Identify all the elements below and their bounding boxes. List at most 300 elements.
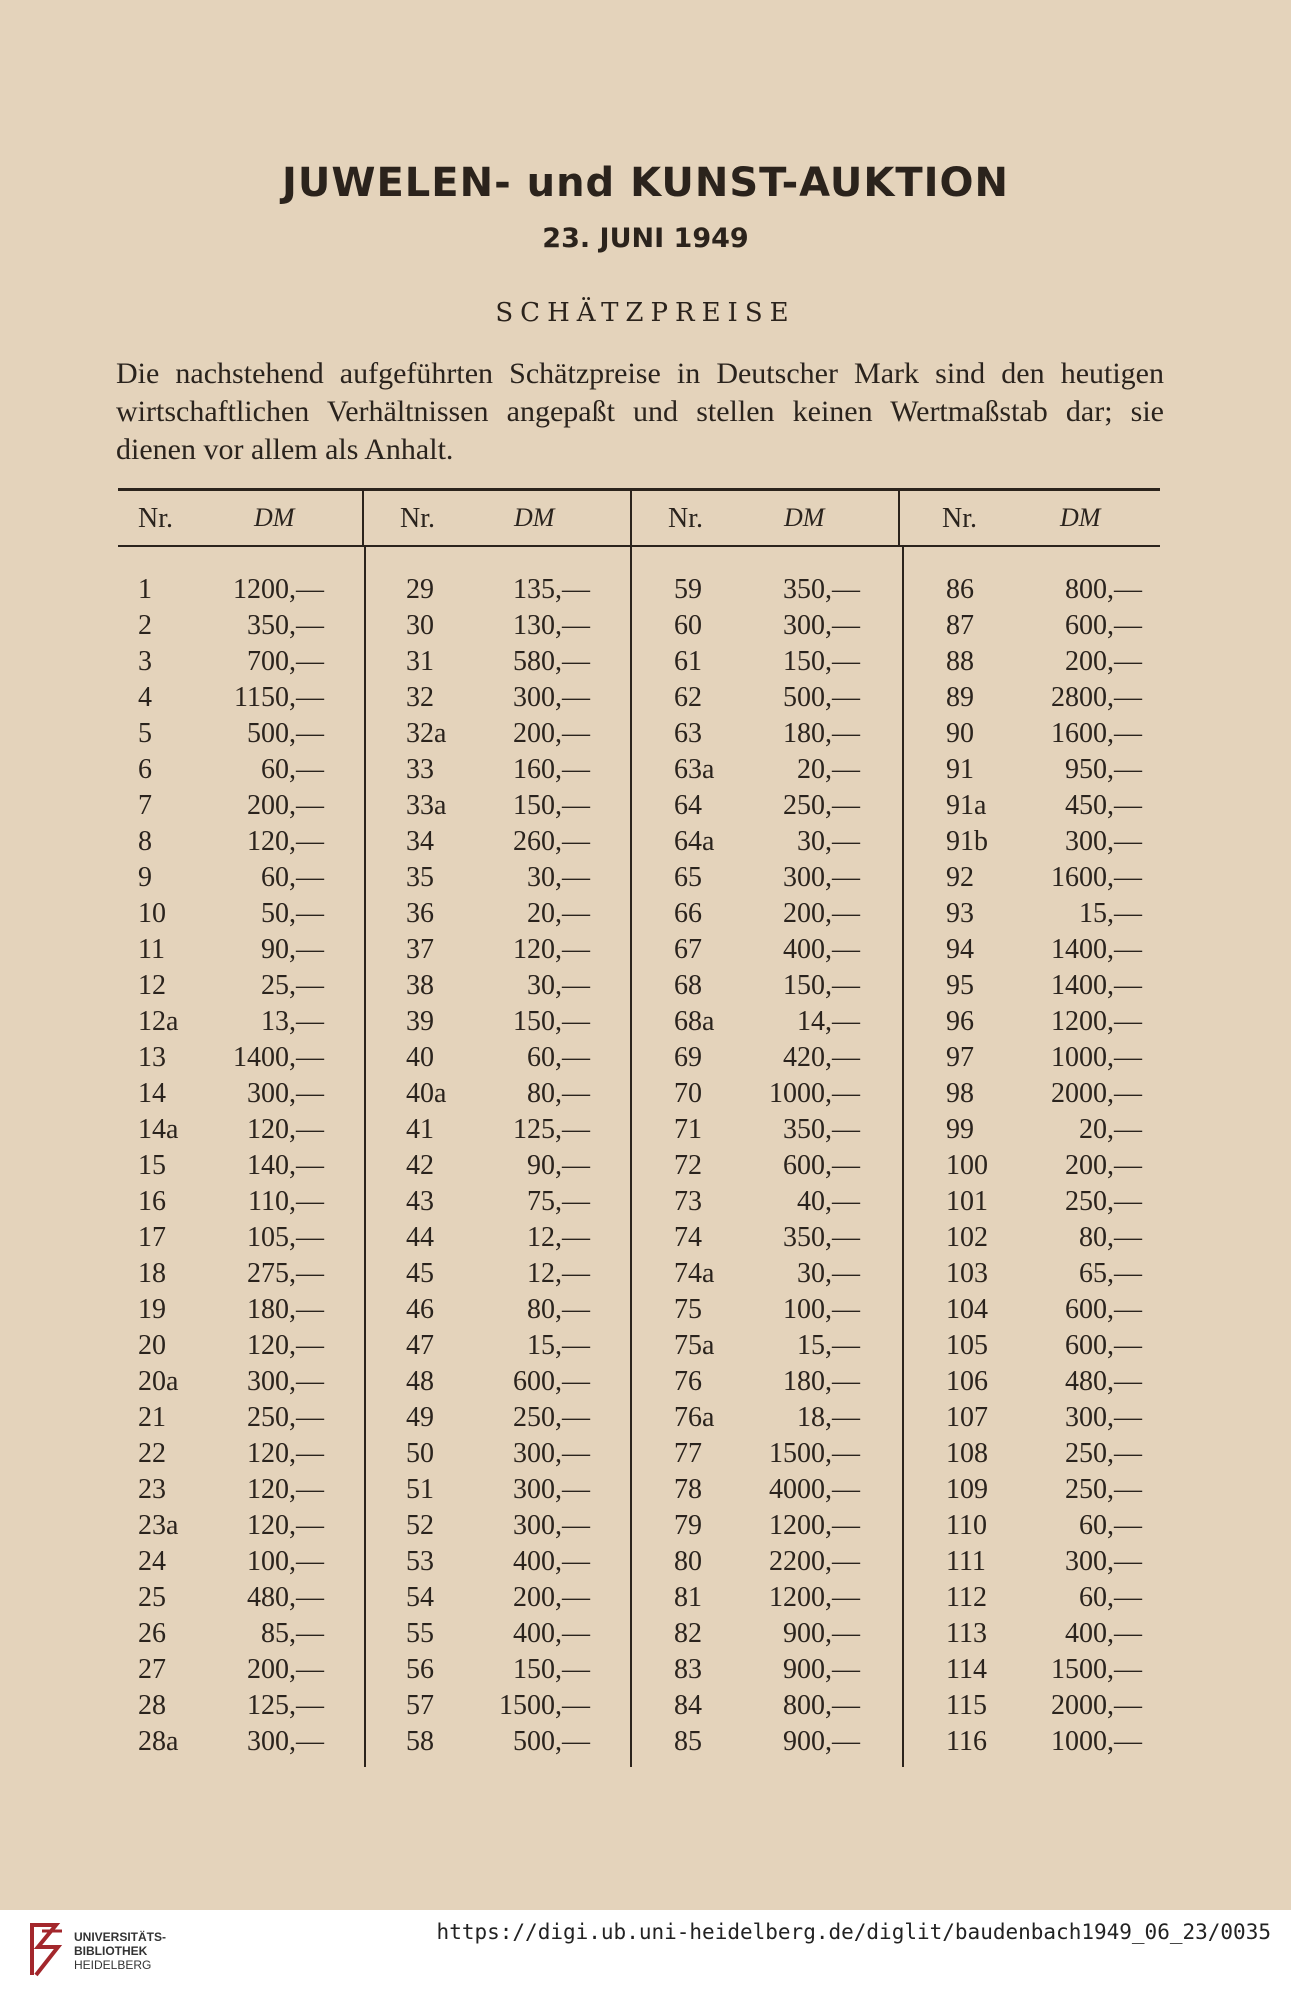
estimate-price: 90,— [261,934,324,965]
estimate-price: 900,— [783,1618,860,1649]
estimate-price: 300,— [1065,1402,1142,1433]
table-row [674,572,860,608]
lot-number: 28 [138,1690,166,1721]
estimate-price: 400,— [1065,1618,1142,1649]
lot-number: 50 [406,1438,434,1469]
lot-number: 16 [138,1186,166,1217]
lot-number: 23 [138,1474,166,1505]
lot-number: 88 [946,646,974,677]
lot-number: 44 [406,1222,434,1253]
table-row [674,932,860,968]
estimate-price: 600,— [1065,1330,1142,1361]
lot-number: 84 [674,1690,702,1721]
estimate-price: 120,— [247,1330,324,1361]
table-row [406,1112,590,1148]
lot-number: 57 [406,1690,434,1721]
estimate-price: 30,— [797,826,860,857]
estimate-price: 300,— [513,1474,590,1505]
lot-number: 6 [138,754,152,785]
logo-line: HEIDELBERG [74,1958,152,1972]
lot-number: 10 [138,898,166,929]
table-row [674,896,860,932]
table-row [406,1616,590,1652]
table-row [406,788,590,824]
lot-number: 45 [406,1258,434,1289]
estimate-price: 400,— [513,1618,590,1649]
lot-number: 72 [674,1150,702,1181]
table-row [138,1004,324,1040]
table-column [674,572,860,1760]
estimate-price: 120,— [247,1438,324,1469]
table-row [946,860,1142,896]
lot-number: 105 [946,1330,988,1361]
estimate-price: 140,— [247,1150,324,1181]
estimate-price: 800,— [783,1690,860,1721]
table-row [674,1400,860,1436]
table-row [674,1076,860,1112]
estimate-price: 180,— [783,1366,860,1397]
header-nr: Nr. [400,503,435,534]
table-row [674,680,860,716]
lot-number: 36 [406,898,434,929]
header-dm: DM [784,503,825,532]
lot-number: 43 [406,1186,434,1217]
table-row [674,1292,860,1328]
estimate-price: 150,— [513,790,590,821]
table-row [946,896,1142,932]
table-row [138,968,324,1004]
table-row [674,968,860,1004]
estimate-price: 100,— [247,1546,324,1577]
estimate-price: 200,— [247,790,324,821]
estimate-price: 300,— [783,610,860,641]
estimate-price: 480,— [247,1582,324,1613]
estimate-price: 20,— [797,754,860,785]
estimate-price: 60,— [261,754,324,785]
table-row [406,608,590,644]
table-row [946,1508,1142,1544]
lot-number: 48 [406,1366,434,1397]
table-row [946,1472,1142,1508]
estimate-price: 300,— [783,862,860,893]
table-row [406,968,590,1004]
lot-number: 5 [138,718,152,749]
header-dm: DM [1060,503,1101,532]
lot-number: 37 [406,934,434,965]
table-row [138,1508,324,1544]
table-row [406,1724,590,1760]
estimate-price: 120,— [247,1510,324,1541]
lot-number: 3 [138,646,152,677]
table-row [946,1652,1142,1688]
table-row [674,824,860,860]
table-row [138,1364,324,1400]
lot-number: 68a [674,1006,715,1037]
estimate-price: 400,— [783,934,860,965]
estimate-price: 150,— [513,1006,590,1037]
lot-number: 109 [946,1474,988,1505]
estimate-price: 125,— [513,1114,590,1145]
lot-number: 15 [138,1150,166,1181]
lot-number: 87 [946,610,974,641]
lot-number: 40 [406,1042,434,1073]
estimate-price: 480,— [1065,1366,1142,1397]
lot-number: 28a [138,1726,179,1757]
table-row [406,1652,590,1688]
table-row [946,968,1142,1004]
lot-number: 39 [406,1006,434,1037]
table-row [406,1184,590,1220]
table-row [406,1256,590,1292]
lot-number: 101 [946,1186,988,1217]
lot-number: 116 [946,1726,987,1757]
estimate-price: 40,— [797,1186,860,1217]
table-row [406,1400,590,1436]
estimate-price: 250,— [783,790,860,821]
table-row [946,1436,1142,1472]
table-row [674,1580,860,1616]
table-row [946,1688,1142,1724]
estimate-price: 18,— [797,1402,860,1433]
lot-number: 69 [674,1042,702,1073]
lot-number: 70 [674,1078,702,1109]
table-row [406,1508,590,1544]
estimate-price: 1500,— [499,1690,590,1721]
header-divider [898,488,900,545]
estimate-price: 110,— [248,1186,324,1217]
lot-number: 53 [406,1546,434,1577]
table-row [406,860,590,896]
estimate-price: 250,— [1065,1438,1142,1469]
table-row [138,1220,324,1256]
table-row [674,1004,860,1040]
estimate-price: 800,— [1065,574,1142,605]
section-heading: SCHÄTZPREISE [495,298,796,328]
table-row [946,1004,1142,1040]
table-row [674,1256,860,1292]
lot-number: 32 [406,682,434,713]
lot-number: 7 [138,790,152,821]
lot-number: 67 [674,934,702,965]
table-row [138,1040,324,1076]
table-row [406,1688,590,1724]
lot-number: 12a [138,1006,179,1037]
column-divider [902,547,904,1767]
table-row [674,1688,860,1724]
lot-number: 38 [406,970,434,1001]
lot-number: 12 [138,970,166,1001]
table-column [138,572,324,1760]
estimate-price: 250,— [247,1402,324,1433]
table-row [138,788,324,824]
estimate-price: 20,— [1079,1114,1142,1145]
header-nr: Nr. [942,503,977,534]
estimate-price: 105,— [247,1222,324,1253]
table-row [138,1328,324,1364]
estimate-price: 60,— [527,1042,590,1073]
lot-number: 20a [138,1366,179,1397]
estimate-price: 75,— [527,1186,590,1217]
estimate-price: 25,— [261,970,324,1001]
lot-number: 61 [674,646,702,677]
estimate-price: 120,— [513,934,590,965]
estimate-price: 130,— [513,610,590,641]
table-column [406,572,590,1760]
estimate-price: 15,— [1079,898,1142,929]
table-row [946,716,1142,752]
table-row [406,1436,590,1472]
lot-number: 103 [946,1258,988,1289]
table-row [946,1112,1142,1148]
lot-number: 24 [138,1546,166,1577]
estimate-price: 30,— [797,1258,860,1289]
estimate-price: 600,— [1065,610,1142,641]
estimate-price: 1600,— [1051,862,1142,893]
estimate-price: 1600,— [1051,718,1142,749]
table-row [674,1364,860,1400]
estimate-price: 300,— [513,682,590,713]
table-row [138,1580,324,1616]
table-row [674,1148,860,1184]
estimate-price: 12,— [527,1258,590,1289]
estimate-price: 350,— [783,574,860,605]
table-row [138,1256,324,1292]
table-row [946,1364,1142,1400]
table-row [946,1544,1142,1580]
lot-number: 114 [946,1654,987,1685]
table-row [674,752,860,788]
lot-number: 94 [946,934,974,965]
estimate-price: 450,— [1065,790,1142,821]
lot-number: 86 [946,574,974,605]
lot-number: 29 [406,574,434,605]
estimate-price: 300,— [513,1438,590,1469]
estimate-price: 90,— [527,1150,590,1181]
table-row [406,932,590,968]
lot-number: 63a [674,754,715,785]
lot-number: 97 [946,1042,974,1073]
lot-number: 73 [674,1186,702,1217]
table-row [674,608,860,644]
lot-number: 111 [946,1546,986,1577]
estimate-price: 600,— [783,1150,860,1181]
table-row [138,860,324,896]
table-row [674,1616,860,1652]
table-row [138,1688,324,1724]
lot-number: 68 [674,970,702,1001]
estimate-price: 1400,— [233,1042,324,1073]
lot-number: 113 [946,1618,987,1649]
estimate-price: 200,— [1065,1150,1142,1181]
lot-number: 75a [674,1330,715,1361]
table-row [138,932,324,968]
lot-number: 79 [674,1510,702,1541]
estimate-price: 180,— [783,718,860,749]
table-row [674,1472,860,1508]
table-row [946,1040,1142,1076]
lot-number: 19 [138,1294,166,1325]
estimate-price: 135,— [513,574,590,605]
lot-number: 58 [406,1726,434,1757]
estimate-price: 200,— [513,718,590,749]
estimate-price: 85,— [261,1618,324,1649]
estimate-price: 180,— [247,1294,324,1325]
table-row [674,1544,860,1580]
lot-number: 33a [406,790,447,821]
table-row [674,1508,860,1544]
estimate-price: 1000,— [1051,1726,1142,1757]
table-row [138,1184,324,1220]
lot-number: 30 [406,610,434,641]
table-row [138,680,324,716]
table-row [946,788,1142,824]
estimate-price: 900,— [783,1654,860,1685]
estimate-price: 15,— [797,1330,860,1361]
estimate-price: 1200,— [233,574,324,605]
lot-number: 59 [674,574,702,605]
lot-number: 112 [946,1582,987,1613]
estimate-price: 80,— [527,1078,590,1109]
lot-number: 52 [406,1510,434,1541]
table-row [406,680,590,716]
table-row [138,1724,324,1760]
lot-number: 35 [406,862,434,893]
table-row [674,1184,860,1220]
header-dm: DM [254,503,295,532]
table-row [138,1616,324,1652]
lot-number: 107 [946,1402,988,1433]
table-row [406,1220,590,1256]
lot-number: 46 [406,1294,434,1325]
estimate-price: 160,— [513,754,590,785]
lot-number: 108 [946,1438,988,1469]
estimate-price: 12,— [527,1222,590,1253]
table-row [946,1256,1142,1292]
estimate-price: 250,— [1065,1474,1142,1505]
lot-number: 64a [674,826,715,857]
table-row [406,752,590,788]
table-row [674,1724,860,1760]
table-row [674,1040,860,1076]
table-row [946,644,1142,680]
table-row [138,1472,324,1508]
table-column [946,572,1142,1760]
lot-number: 8 [138,826,152,857]
lot-number: 91 [946,754,974,785]
header-dm: DM [514,503,555,532]
table-row [674,1652,860,1688]
estimate-price: 4000,— [769,1474,860,1505]
estimate-price: 1400,— [1051,970,1142,1001]
lot-number: 92 [946,862,974,893]
table-row [946,572,1142,608]
table-row [138,896,324,932]
source-url[interactable]: https://digi.ub.uni-heidelberg.de/diglit/baudenbach1949_06_23/0035 [436,1920,1271,1944]
table-row [406,824,590,860]
table-row [674,788,860,824]
table-row [138,716,324,752]
lot-number: 2 [138,610,152,641]
estimate-price: 260,— [513,826,590,857]
lot-number: 23a [138,1510,179,1541]
lot-number: 96 [946,1006,974,1037]
table-row [138,1076,324,1112]
table-row [406,1580,590,1616]
estimate-price: 150,— [783,970,860,1001]
estimate-price: 580,— [513,646,590,677]
lot-number: 54 [406,1582,434,1613]
estimate-price: 1200,— [769,1510,860,1541]
document-title: JUWELEN- und KUNST-AUKTION [281,160,1010,206]
table-row [946,932,1142,968]
table-header-rule [118,545,1160,547]
lot-number: 17 [138,1222,166,1253]
estimate-price: 120,— [247,1474,324,1505]
column-divider [630,547,632,1767]
lot-number: 91b [946,826,988,857]
estimate-price: 500,— [513,1726,590,1757]
table-row [138,572,324,608]
table-row [946,824,1142,860]
lot-number: 22 [138,1438,166,1469]
lot-number: 21 [138,1402,166,1433]
table-row [946,1292,1142,1328]
estimate-price: 1500,— [769,1438,860,1469]
estimate-price: 80,— [527,1294,590,1325]
lot-number: 98 [946,1078,974,1109]
estimate-price: 200,— [513,1582,590,1613]
lot-number: 4 [138,682,152,713]
estimate-price: 150,— [783,646,860,677]
lot-number: 106 [946,1366,988,1397]
table-row [406,1040,590,1076]
estimate-price: 14,— [797,1006,860,1037]
header-divider [630,488,632,545]
lot-number: 115 [946,1690,987,1721]
table-row [946,1076,1142,1112]
table-row [674,1112,860,1148]
estimate-price: 2800,— [1051,682,1142,713]
lot-number: 60 [674,610,702,641]
table-row [406,1544,590,1580]
table-row [138,1148,324,1184]
lot-number: 31 [406,646,434,677]
lot-number: 99 [946,1114,974,1145]
estimate-price: 1200,— [1051,1006,1142,1037]
estimate-price: 250,— [1065,1186,1142,1217]
estimate-price: 250,— [513,1402,590,1433]
estimate-price: 1200,— [769,1582,860,1613]
table-row [946,1724,1142,1760]
lot-number: 74a [674,1258,715,1289]
table-row [406,1328,590,1364]
table-row [406,1004,590,1040]
table-row [674,716,860,752]
estimate-price: 600,— [513,1366,590,1397]
lot-number: 34 [406,826,434,857]
lot-number: 25 [138,1582,166,1613]
estimate-price: 60,— [1079,1582,1142,1613]
lot-number: 63 [674,718,702,749]
estimate-price: 1400,— [1051,934,1142,965]
lot-number: 51 [406,1474,434,1505]
table-row [138,1544,324,1580]
estimate-price: 300,— [1065,826,1142,857]
table-row [406,572,590,608]
estimate-price: 1000,— [769,1078,860,1109]
table-row [946,1400,1142,1436]
table-row [406,1292,590,1328]
